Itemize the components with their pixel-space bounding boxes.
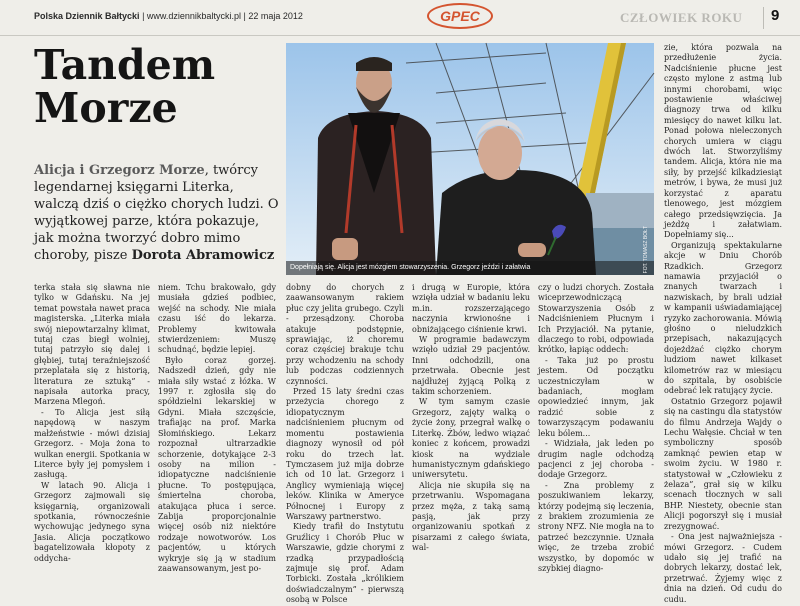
paragraph: - Widziała, jak leden po drugim nagle odchodzą pacjenci z jej choroba - dodaje Grzegorz.	[538, 439, 654, 480]
paragraph: i drugą w Europie, która wzięła udział w badaniu leku m.in. rozszerzającego naczynia krwionośne i obniżającego ciśnienie krwi.	[412, 283, 530, 334]
paragraph: Ostatnio Grzegorz pojawił się na castingu dla statystów do filmu Andrzeja Wajdy o Lechu Wałęsie. Chciał w ten symboliczny sposób zamknąć pewien etap w swoim życiu. W 1980 r. statystował w „Człowieku z żelaza”, grał się w kilku scenach tłocznych w sali BHP. Niestety, obecnie stan Alicji pogorszył się i musiał zrezygnować.	[664, 396, 782, 531]
article-column-5	[538, 283, 654, 573]
paragraph: W programie badawczym wzięło udział 29 pacjentów. Inni odchodzili, ona przetrwała. Obecnie jest najdłużej żyjącą Polką z takim schorzeniem.	[412, 335, 530, 397]
paragraph: niem. Tchu brakowało, gdy musiała gdzieś podbiec, wejść na schody. Nie miała czasu iść do lekarza. Problemy kwitowała stwierdzeniem: Muszę schudnąć, będzie lepiej.	[158, 283, 276, 355]
paragraph: zie, która pozwala na przedłużenie życia. Nadciśnienie płucne jest często mylone z astmą lub innymi chorobami, więc postawienie właściwej diagnozy trwa od kilku miesięcy do nawet kilku lat. Ponad połowa nieleczonych chorych umiera w ciągu dwóch lat. Stworzyliśmy tandem. Alicja, która nie ma siły, by przejść kilkadziesiąt metrów, i bywa, że musi już korzystać z aparatu tlenowego, jest mózgiem całego przedsięwzięcia. Ja jeżdżę i załatwiam. Dopełniamy się...	[664, 43, 782, 240]
gpec-logo: GPEC	[427, 3, 493, 29]
section-title: CZŁOWIEK ROKU	[620, 10, 743, 25]
paragraph: terka stała się sławna nie tylko w Gdańsku. Na jej temat powstała nawet praca magisterska. „Literka miała swój niepowtarzalny klimat, tutaj czas biegł wolniej, tutaj patrzyło się dalej i głębiej, tutaj teraźniejszość przeplatała się z historią, literatura ze sztuką” - napisała autorka pracy, Marzena Mlegoń.	[34, 283, 150, 407]
article-column-3	[286, 283, 404, 605]
article-photo	[286, 43, 654, 275]
paragraph: - Taka już po prostu jestem. Od początku uczestniczyłam w badaniach, mogłam opowiedzieć innym, jak radzić sobie z towarzyszącym podawaniu leku bólem...	[538, 355, 654, 438]
paragraph: - To Alicja jest siłą napędową w naszym małżeństwie - mówi dzisiaj Grzegorz. - Moja żona to wulkan energii. Spotkania w Literce były jej pomysłem i zasługą.	[34, 407, 150, 480]
paragraph: - Ona jest najważniejsza - mówi Grzegorz. - Cudem udało się jej trafić na dobrych lekarzy, dostać lek, przetrwać. Żyjemy więc z dnia na dzień. Od cudu do cudu.	[664, 532, 782, 604]
headline-line-1: Tandem	[34, 41, 216, 89]
article-lead	[34, 162, 282, 264]
photo-credit: FOT. TOMASZ BOŁT	[643, 226, 649, 274]
paragraph: W tym samym czasie Grzegorz, zajęty walką o życie żony, przegrał walkę o Literkę. Żbów, ledwo wiązać koniec z końcem, prowadzi kiosk na wydziale humanistycznym gdańskiego uniwersytetu.	[412, 397, 530, 480]
article-column-6	[664, 43, 782, 604]
header-paper-info: Polska Dziennik Bałtycki | www.dziennikbaltycki.pl | 22 maja 2012	[34, 11, 303, 21]
paragraph: czy o ludzi chorych. Została wiceprzewodniczącą Stowarzyszenia Osób z Nadciśnieniem Płucnym i Ich Przyjaciół. Na pytanie, dlaczego to robi, odpowiada krótko, łapiąc oddech:	[538, 283, 654, 355]
photo-caption: Dopełniają się. Alicja jest mózgiem stowarzyszenia. Grzegorz jeździ i załatwia	[286, 261, 654, 275]
paper-date: 22 maja 2012	[248, 11, 303, 21]
page-header	[0, 0, 800, 36]
headline-line-2: Morze	[34, 84, 178, 132]
lead-author: Dorota Abramowicz	[131, 248, 275, 263]
paragraph: Organizują spektakularne akcje w Dniu Chorób Rzadkich. Grzegorz namawia przyjaciół o znanych twarzach i nazwiskach, by brali udział w kampanii uświadamiającej ryzyko zachorowania. Mówią głośno o nieludzkich przepisach, nakazujących dojeżdżać ciężko chorym ludziom nawet kilkaset kilometrów raz w miesiącu do szpitala, by osobiście odebrać lek ratujący życie.	[664, 240, 782, 396]
article-column-1	[34, 283, 150, 563]
lead-names: Alicja i Grzegorz Morze	[34, 163, 205, 178]
lead-text: , twórcy legendarnej księgarni Literka, walczą dziś o ciężko chorych ludzi. O wyjątkowej parze, która pokazuje, jak można tworzyć dobro mimo choroby, pisze	[34, 163, 279, 263]
paragraph: Alicja nie skupiła się na przetrwaniu. Wspomagana przez męża, z taką samą pasją, jak przy organizowaniu spotkań z pisarzami z całego świata, wal-	[412, 480, 530, 553]
article-headline	[34, 41, 284, 132]
paragraph: dobny do chorych z zaawansowanym rakiem płuc czy jelita grubego. Czyli - przesądzony. Choroba atakuje podstępnie, sprawiając, iż choremu coraz częściej brakuje tchu przy wchodzeniu na schody lub podczas codziennych czynności.	[286, 283, 404, 386]
paragraph: Przed 15 laty średni czas przeżycia chorego z idiopatycznym nadciśnieniem płucnym od momentu postawienia diagnozy wynosił od pół roku do trzech lat. Tymczasem już mija dobrze ich od 10 lat. Grzegorz i Anglicy wymieniają więcej leków. Klinika w Ameryce Północnej i Europy z Warszawy partnerstwo.	[286, 387, 404, 521]
paper-name: Polska Dziennik Bałtycki	[34, 11, 140, 21]
paragraph: W latach 90. Alicja i Grzegorz zajmowali się księgarnią, organizowali spotkania, równocześnie wychowując jedynego syna Jasia. Alicja początkowo bagatelizowała kłopoty z oddycha-	[34, 480, 150, 563]
paper-site: www.dziennikbaltycki.pl	[146, 11, 241, 21]
paragraph: - Zna problemy z poszukiwaniem lekarzy, którzy podejmą się leczenia, z brakiem zrozumienia ze strony NFZ. Nie mogła na to patrzeć bezczynnie. Uznała więc, że trzeba zrobić wszystko, by dopomóc w szybkiej diagno-	[538, 480, 654, 573]
paragraph: Kiedy trafił do Instytutu Gruźlicy i Chorób Płuc w Warszawie, gdzie chorymi z rzadką przypadłością zajmuje się prof. Adam Torbicki. Została „królikiem doświadczalnym” - pierwszą osobą w Polsce	[286, 522, 404, 605]
photo-illustration	[286, 43, 654, 275]
page-number: 9	[763, 7, 783, 29]
paragraph: Było coraz gorzej. Nadszedł dzień, gdy nie miała siły wstać z łóżka. W 1997 r. zgłosiła się do spółdzielni lekarskiej w Gdyni. Miała szczęście, trafiając na prof. Marka Słomińskiego. Lekarz rozpoznał ultrarzadkie schorzenie, dotykające 2-3 osoby na milion - idiopatyczne nadciśnienie płucne. To postępująca, śmiertelna choroba, atakująca płuca i serce. Zabija proporcjonalnie więcej osób niż niektóre rodzaje nowotworów. Los pacjentów, u których wykryje się ją w stadium zaawansowanym, jest po-	[158, 355, 276, 573]
article-column-4	[412, 283, 530, 553]
article-column-2	[158, 283, 276, 573]
